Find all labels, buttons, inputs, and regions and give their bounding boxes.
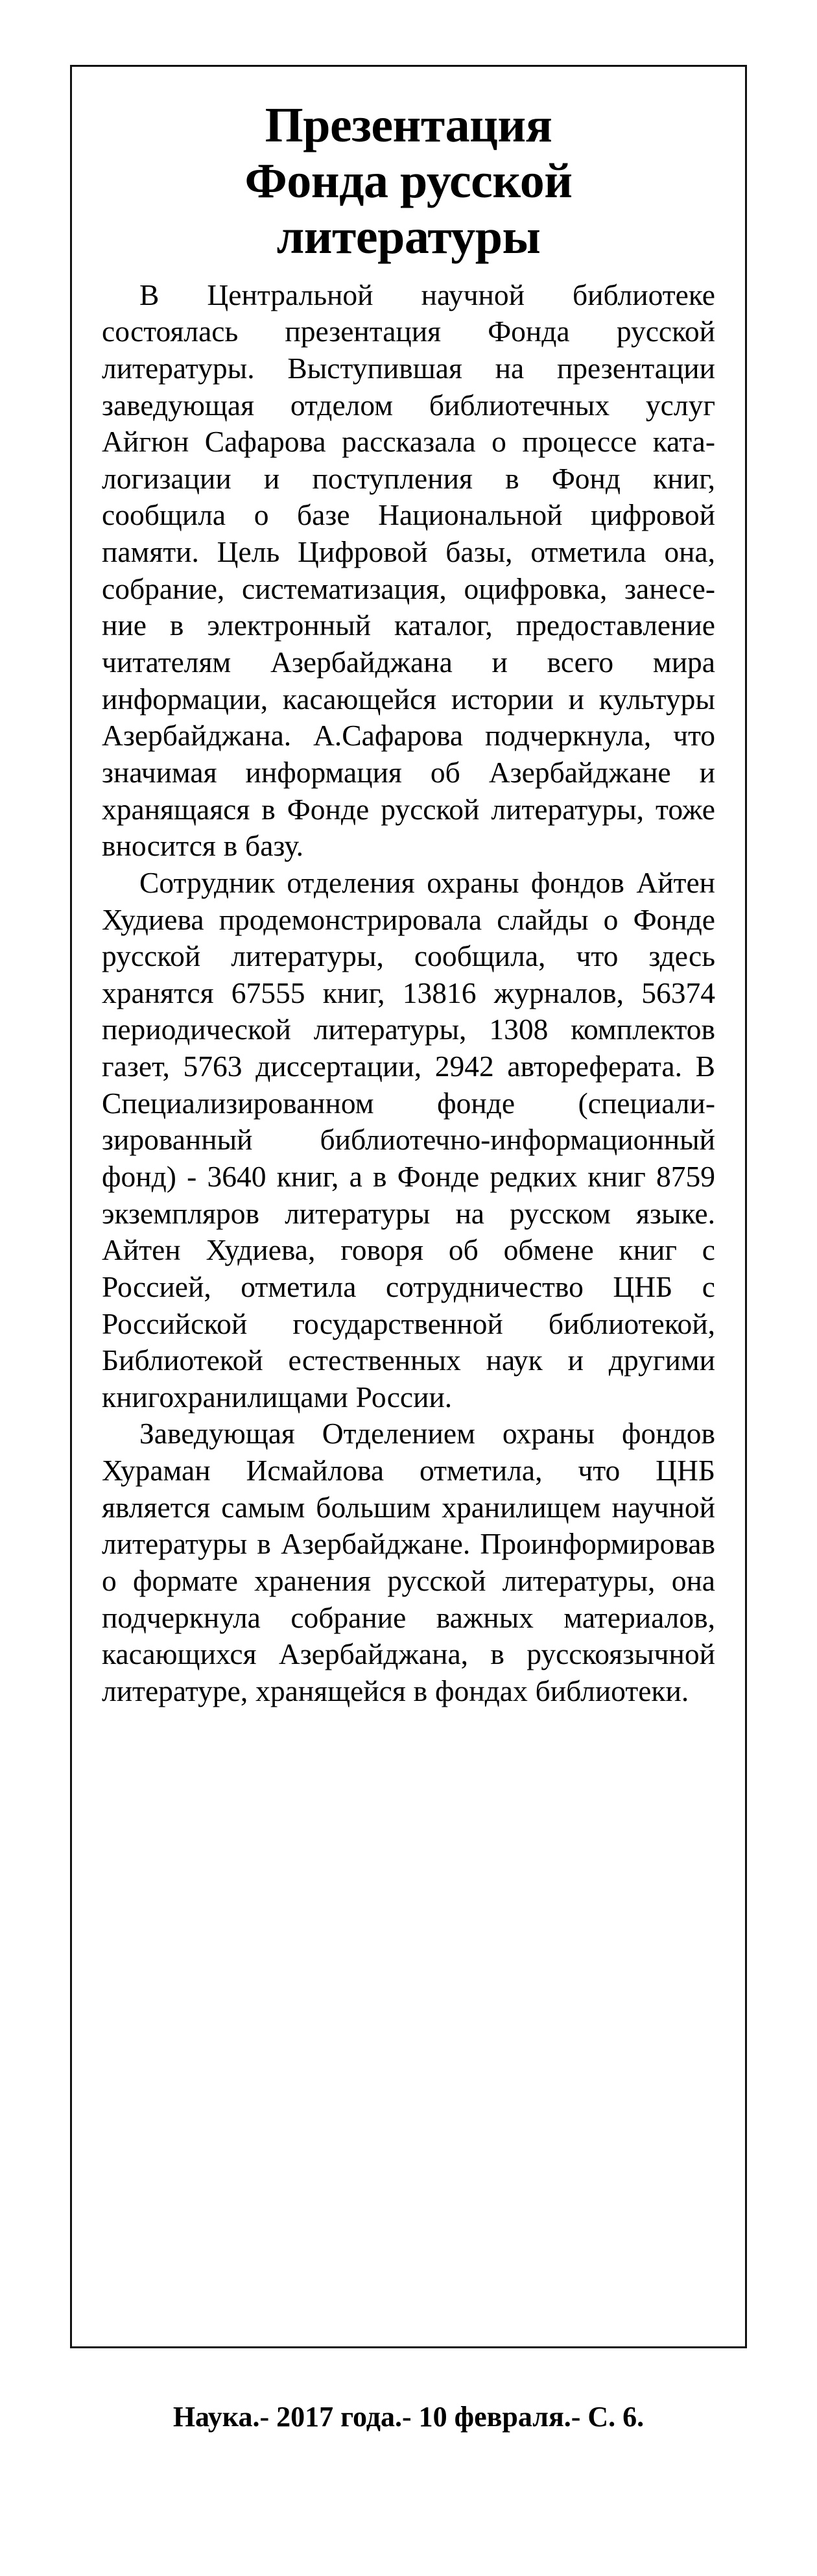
headline-line-2: Фонда русской: [244, 153, 573, 208]
article-paragraph: В Центральной научной библиотеке состоялась презентация Фонда русской литературы. Выступившая на презентации заведующая отделом библиотечных услуг Айгюн Сафарова рассказала о процессе каталогизации и поступления в Фонд книг, сообщила о базе Национальной цифровой памяти. Цель Цифровой базы, отметила она, собрание, систематизация, оцифровка, занесение в электронный каталог, предоставление читателям Азербайджана и всего мира информации, касающейся истории и культуры Азербайджана. А.Сафарова подчеркнула, что значимая информация об Азербайджане и хранящаяся в Фонде русской литературы, тоже вносится в базу.: [102, 278, 715, 863]
article-paragraph: Заведующая Отделением охраны фондов Хураман Исмайлова отметила, что ЦНБ является самым большим хранилищем научной литературы в Азербайджане. Проинформировав о формате хранения русской литературы, она подчеркнула собрание важных материалов, касающихся Азербайджана, в русскоязычной литературе, хранящейся в фондах библиотеки.: [102, 1417, 715, 1707]
headline-line-1: Презентация: [265, 98, 552, 152]
newspaper-clipping: [70, 65, 747, 2348]
article-paragraph: Сотрудник отделения охраны фондов Айтен Худиева продемонстрировала слайды о Фонде русской литературы, сообщила, что здесь хранятся 67555 книг, 13816 журналов, 56374 периодической литературы, 1308 комплектов газет, 5763 диссертации, 2942 автореферата. В Специализированном фонде (специализированный библиотечно-информационный фонд) - 3640 книг, а в Фонде редких книг 8759 экземпляров литературы на русском языке. Айтен Худиева, говоря об обмене книг с Россией, отметила сотрудничество ЦНБ с Российской государственной библиотекой, Библиотекой естественных наук и другими книгохранилищами России.: [102, 865, 715, 1414]
headline-line-3: литературы: [276, 209, 541, 264]
source-citation: Наука.- 2017 года.- 10 февраля.- С. 6.: [172, 2401, 645, 2433]
article-body: [102, 277, 715, 1710]
article-headline: [102, 98, 715, 265]
